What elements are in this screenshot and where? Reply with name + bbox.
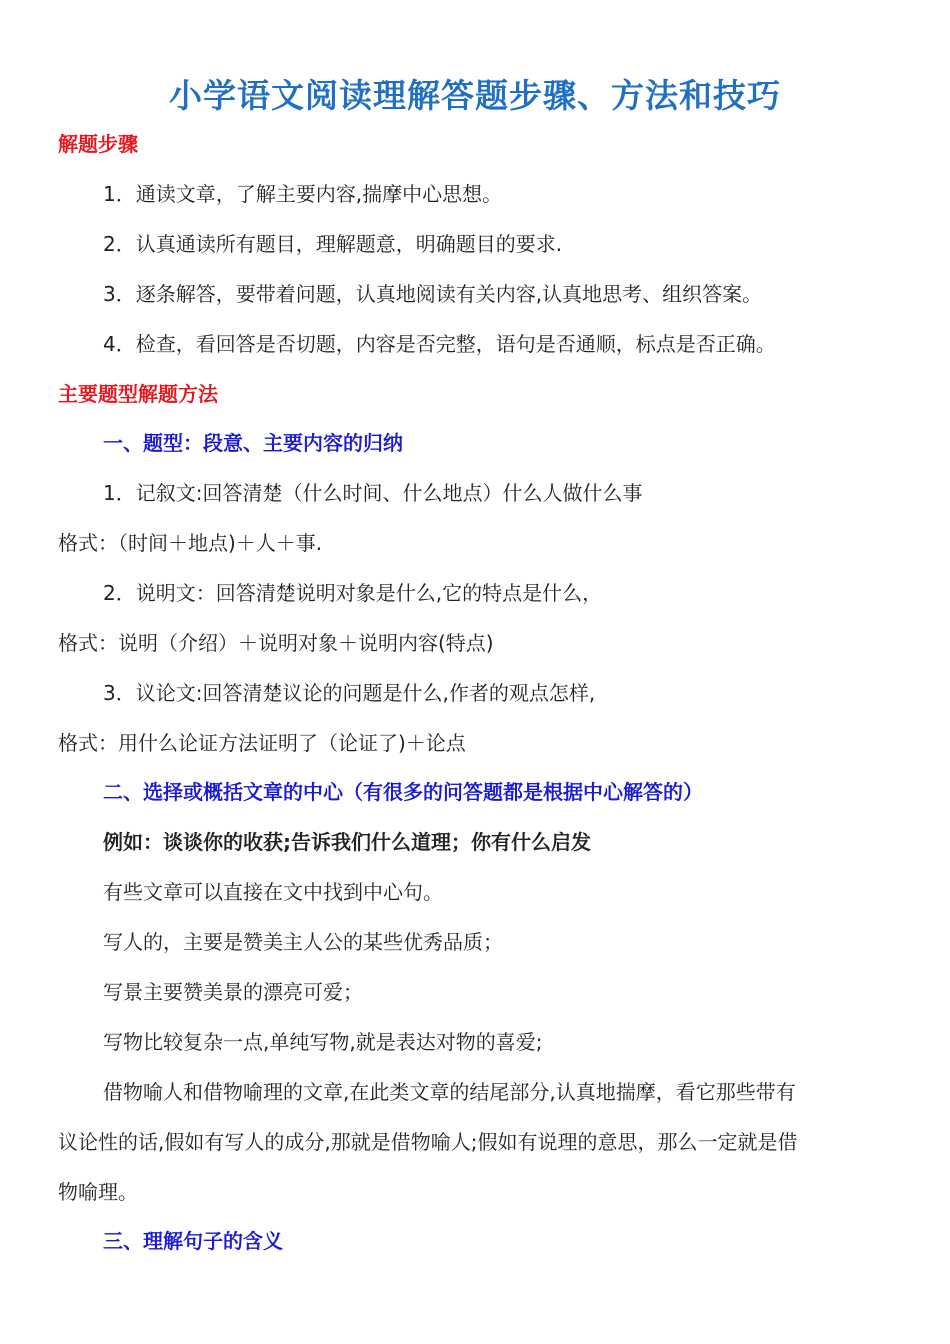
subsection-heading-1: 一、题型：段意、主要内容的归纳 [103,431,403,455]
subsection-heading-3: 三、理解句子的含义 [103,1229,283,1253]
format-line: 格式：说明（介绍）＋说明对象＋说明内容(特点) [58,631,494,655]
section-heading-steps: 解题步骤 [58,132,138,156]
page-title: 小学语文阅读理解答题步骤、方法和技巧 [169,76,781,115]
step-item: 1．通读文章，了解主要内容,揣摩中心思想。 [103,182,503,206]
method-line: 2．说明文：回答清楚说明对象是什么,它的特点是什么， [103,581,603,605]
method-line: 1．记叙文:回答清楚（什么时间、什么地点）什么人做什么事 [103,481,643,505]
subsection-heading-2: 二、选择或概括文章的中心（有很多的问答题都是根据中心解答的） [103,780,703,804]
step-item: 4．检查，看回答是否切题，内容是否完整，语句是否通顺，标点是否正确。 [103,332,776,356]
section-heading-methods: 主要题型解题方法 [58,382,218,406]
format-line: 格式：用什么论证方法证明了（论证了)＋论点 [58,731,466,755]
body-line: 写景主要赞美景的漂亮可爱； [103,980,363,1004]
body-line: 有些文章可以直接在文中找到中心句。 [103,880,443,904]
method-line: 3．议论文:回答清楚议论的问题是什么,作者的观点怎样, [103,681,596,705]
step-item: 3．逐条解答，要带着问题，认真地阅读有关内容,认真地思考、组织答案。 [103,282,763,306]
paragraph-line: 借物喻人和借物喻理的文章,在此类文章的结尾部分,认真地揣摩，看它那些带有 [103,1080,796,1104]
paragraph-line: 物喻理。 [58,1180,138,1204]
step-item: 2．认真通读所有题目，理解题意，明确题目的要求. [103,232,563,256]
body-line: 写物比较复杂一点,单纯写物,就是表达对物的喜爱; [103,1030,543,1054]
example-line: 例如：谈谈你的收获;告诉我们什么道理；你有什么启发 [103,830,591,854]
body-line: 写人的，主要是赞美主人公的某些优秀品质； [103,930,503,954]
format-line: 格式：（时间＋地点)＋人＋事. [58,531,323,555]
paragraph-line: 议论性的话,假如有写人的成分,那就是借物喻人;假如有说理的意思，那么一定就是借 [58,1130,798,1154]
